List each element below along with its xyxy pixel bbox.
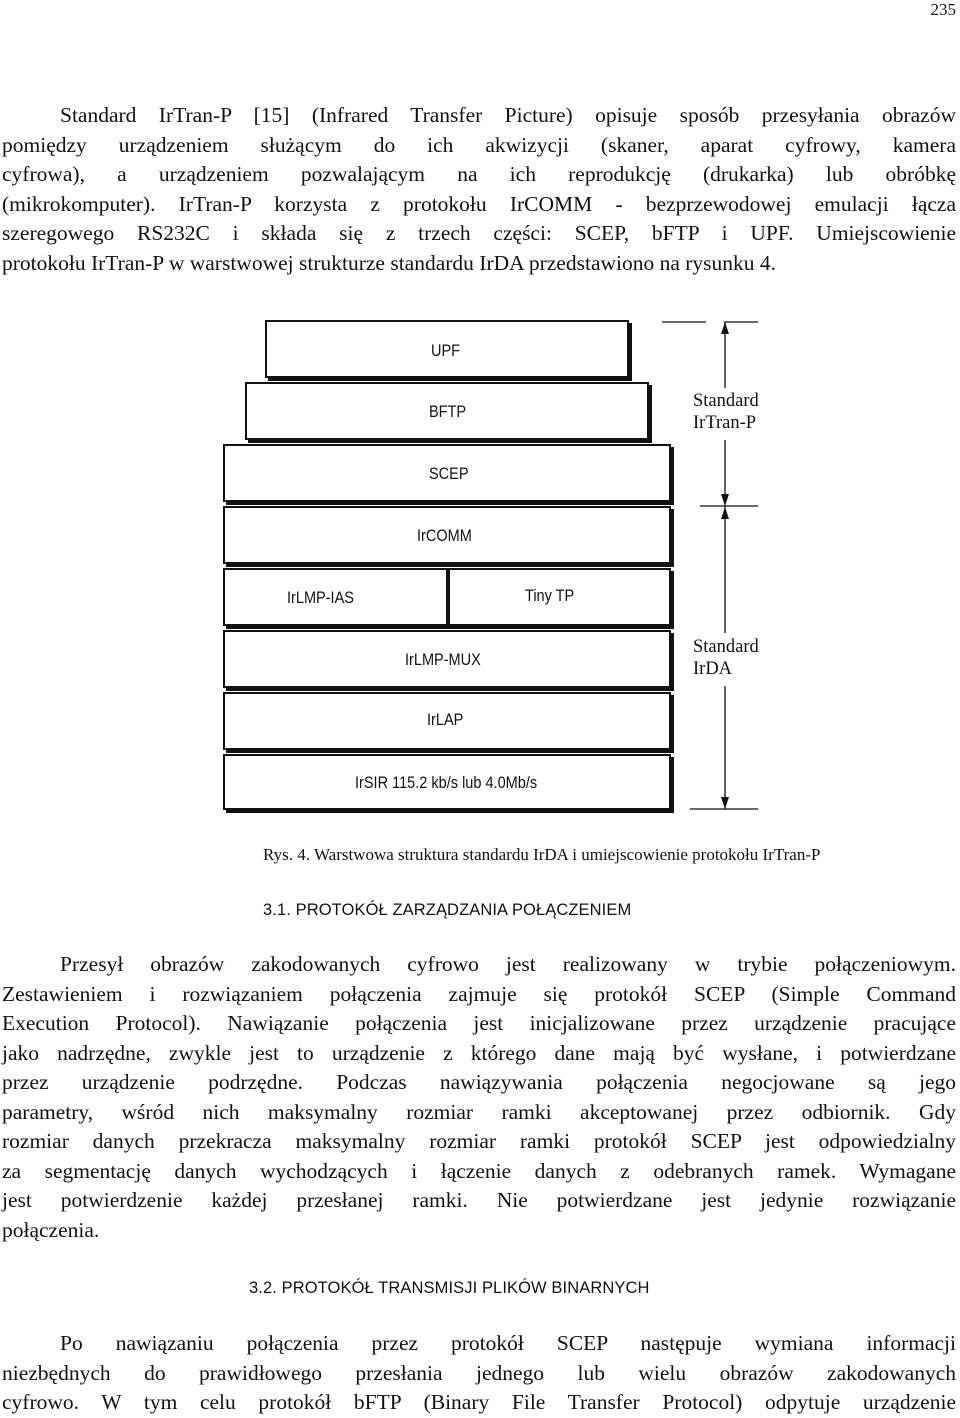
layer-irlap-label: IrLAP — [427, 711, 464, 729]
intro-line: protokołu IrTran-P w warstwowej strukturze standardu IrDA przedstawiono na rysunku 4. — [2, 250, 777, 275]
layer-irsir-label: IrSIR 115.2 kb/s lub 4.0Mb/s — [355, 774, 538, 792]
intro-line: pomiędzy urządzeniem służącym do ich akwizycji (skaner, aparat cyfrowy, kamera — [2, 132, 956, 157]
arrow-down-icon — [721, 797, 729, 809]
section-3-2-paragraph — [2, 1329, 956, 1418]
figure-caption: Rys. 4. Warstwowa struktura standardu IrDA i umiejscowienie protokołu IrTran-P — [263, 845, 821, 864]
para-line: rozmiar danych przekracza maksymalny rozmiar ramki protokół SCEP jest odpowiedzialny — [2, 1129, 956, 1153]
intro-line: cyfrowa), a urządzeniem pozwalającym na ich reprodukcję (drukarka) lub obróbkę — [2, 162, 956, 186]
bracket-irtran-label-line2: IrTran-P — [693, 413, 757, 433]
layer-bftp-label: BFTP — [429, 403, 467, 421]
layer-irlmp-ias-label: IrLMP-IAS — [287, 589, 354, 607]
para-line: cyfrowo. W tym celu protokół bFTP (Binary File Transfer Protocol) odpytuje urządzenie — [2, 1390, 956, 1414]
para-line: przez urządzenie podrzędne. Podczas nawiązywania połączenia negocjowane są jego — [2, 1070, 956, 1094]
para-line: Zestawieniem i rozwiązaniem połączenia zajmuje się protokół SCEP (Simple Command — [2, 981, 956, 1006]
para-line: Przesył obrazów zakodowanych cyfrowo jest realizowany w trybie połączeniowym. — [60, 952, 956, 976]
layer-scep-label: SCEP — [429, 465, 469, 483]
para-line: za segmentację danych wychodzących i łączenie danych z odebranych ramek. Wymagane — [2, 1158, 956, 1183]
intro-line: (mikrokomputer). IrTran-P korzysta z protokołu IrCOMM - bezprzewodowej emulacji łącza — [2, 191, 956, 216]
arrow-down-icon — [721, 494, 729, 506]
layer-irlmp-mux-label: IrLMP-MUX — [405, 651, 481, 669]
section-3-1-paragraph — [2, 950, 956, 1245]
section-heading-3-2: 3.2. PROTOKÓŁ TRANSMISJI PLIKÓW BINARNYCH — [249, 1279, 650, 1297]
intro-line: szeregowego RS232C i składa się z trzech części: SCEP, bFTP i UPF. Umiejscowienie — [2, 221, 956, 245]
para-line: połączenia. — [2, 1217, 100, 1242]
page-number: 235 — [930, 0, 956, 19]
arrow-up-icon — [721, 507, 729, 519]
bracket-irda-label — [693, 636, 759, 680]
layer-tiny-tp-label: Tiny TP — [525, 587, 575, 605]
bracket-irtran-label — [693, 390, 759, 434]
layer-upf-label: UPF — [431, 342, 461, 360]
bracket-irda-label-line1: Standard — [693, 637, 759, 657]
para-line: jako nadrzędne, zwykle jest to urządzenie z którego dane mają być wysłane, i potwierdzane — [2, 1040, 956, 1065]
layer-ircomm-label: IrCOMM — [417, 527, 472, 545]
para-line: parametry, wśród nich maksymalny rozmiar ramki akceptowanej przez odbiornik. Gdy — [2, 1099, 956, 1124]
arrow-up-icon — [721, 322, 729, 334]
intro-line: Standard IrTran-P [15] (Infrared Transfer Picture) opisuje sposób przesyłania obrazów — [60, 103, 956, 127]
bracket-irtran-label-line1: Standard — [693, 391, 759, 411]
section-heading-3-1: 3.1. PROTOKÓŁ ZARZĄDZANIA POŁĄCZENIEM — [263, 901, 632, 919]
para-line: niezbędnych do prawidłowego przesłania jednego lub wielu obrazów zakodowanych — [2, 1360, 956, 1385]
para-line: jest potwierdzenie każdej przesłanej ramki. Nie potwierdzane jest jedynie rozwiązanie — [2, 1188, 956, 1212]
bracket-irda-label-line2: IrDA — [693, 659, 733, 679]
para-line: Po nawiązaniu połączenia przez protokół SCEP następuje wymiana informacji — [60, 1331, 956, 1355]
para-line: Execution Protocol). Nawiązanie połączenia jest inicjalizowane przez urządzenie pracujące — [2, 1011, 956, 1035]
